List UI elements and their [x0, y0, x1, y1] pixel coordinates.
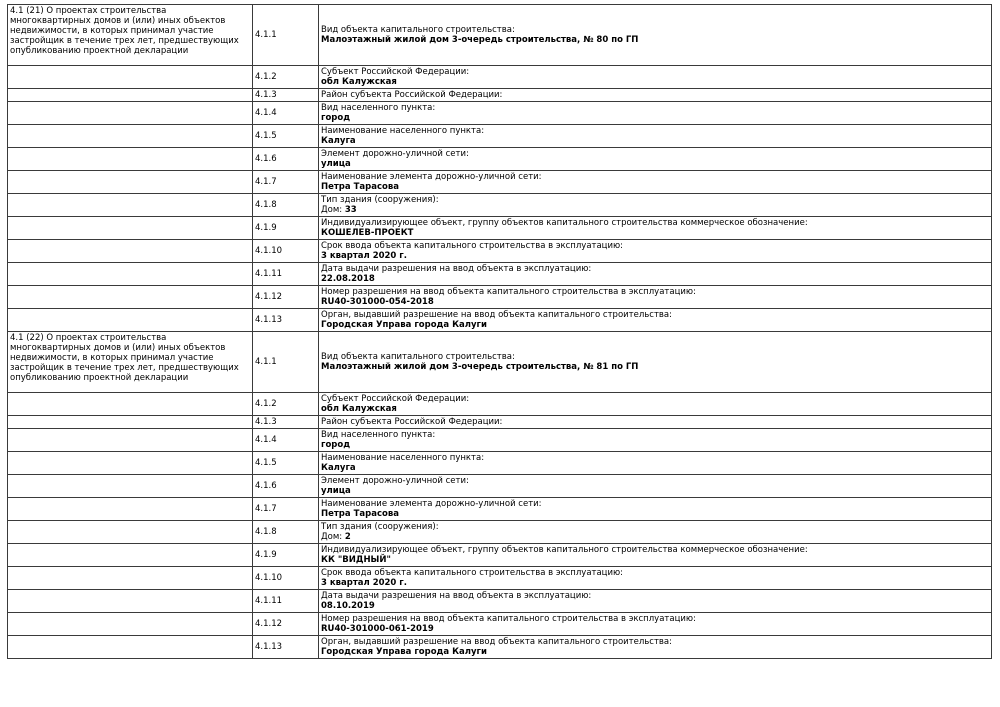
row-content — [319, 148, 991, 170]
row-content — [319, 217, 991, 239]
field-value: улица — [321, 486, 351, 496]
field-value: улица — [321, 159, 351, 169]
table-row — [8, 65, 991, 88]
row-content — [319, 590, 991, 612]
empty-description-cell — [8, 475, 253, 497]
empty-description-cell — [8, 89, 253, 101]
empty-description-cell — [8, 286, 253, 308]
empty-description-cell — [8, 590, 253, 612]
row-content — [319, 309, 991, 331]
section-title: 4.1 (22) О проектах строительства многоквартирных домов и (или) иных объектов недвижимости, в которых принимал участие застройщик в течение трех лет, предшествующих опубликованию проектной декларации — [8, 332, 253, 392]
table-row — [8, 543, 991, 566]
value-text: 33 — [344, 205, 357, 215]
row-content — [319, 416, 991, 428]
row-content — [319, 429, 991, 451]
row-content — [319, 66, 991, 88]
field-label: Тип здания (сооружения): — [321, 195, 439, 205]
row-content — [319, 613, 991, 635]
field-label: Район субъекта Российской Федерации: — [321, 417, 503, 427]
field-label: Наименование элемента дорожно-уличной сети: — [321, 499, 542, 509]
declaration-section — [8, 5, 991, 331]
value-prefix: Дом: — [321, 205, 345, 215]
row-code: 4.1.11 — [253, 590, 319, 612]
row-content — [319, 89, 991, 101]
field-label: Срок ввода объекта капитального строительства в эксплуатацию: — [321, 568, 624, 578]
field-value: Калуга — [321, 463, 356, 473]
table-row — [8, 285, 991, 308]
row-content — [319, 194, 991, 216]
field-label: Индивидуализирующее объект, группу объектов капитального строительства коммерческое обозначение: — [321, 218, 808, 228]
row-code: 4.1.5 — [253, 452, 319, 474]
table-row — [8, 392, 991, 415]
row-code: 4.1.8 — [253, 194, 319, 216]
field-label: Вид населенного пункта: — [321, 430, 436, 440]
field-label: Номер разрешения на ввод объекта капитального строительства в эксплуатацию: — [321, 614, 696, 624]
field-label: Наименование населенного пункта: — [321, 453, 485, 463]
row-code: 4.1.5 — [253, 125, 319, 147]
row-code: 4.1.10 — [253, 567, 319, 589]
row-code: 4.1.12 — [253, 613, 319, 635]
field-label: Элемент дорожно-уличной сети: — [321, 476, 469, 486]
row-content — [319, 452, 991, 474]
field-label: Вид населенного пункта: — [321, 103, 436, 113]
empty-description-cell — [8, 452, 253, 474]
row-code: 4.1.1 — [253, 5, 319, 65]
row-code: 4.1.9 — [253, 544, 319, 566]
table-row — [8, 451, 991, 474]
field-label: Субъект Российской Федерации: — [321, 394, 470, 404]
field-value: обл Калужская — [321, 77, 397, 87]
field-value: RU40-301000-054-2018 — [321, 297, 434, 307]
table-row — [8, 612, 991, 635]
field-value: город — [321, 113, 351, 123]
row-code: 4.1.4 — [253, 429, 319, 451]
field-value: 3 квартал 2020 г. — [321, 578, 407, 588]
row-code: 4.1.13 — [253, 636, 319, 658]
table-row — [8, 124, 991, 147]
table-row — [8, 428, 991, 451]
field-label: Дата выдачи разрешения на ввод объекта в эксплуатацию: — [321, 591, 592, 601]
value-prefix: Дом: — [321, 532, 345, 542]
empty-description-cell — [8, 309, 253, 331]
field-label: Наименование элемента дорожно-уличной сети: — [321, 172, 542, 182]
row-code: 4.1.6 — [253, 475, 319, 497]
field-value: 3 квартал 2020 г. — [321, 251, 407, 261]
row-content — [319, 475, 991, 497]
empty-description-cell — [8, 544, 253, 566]
row-code: 4.1.9 — [253, 217, 319, 239]
empty-description-cell — [8, 125, 253, 147]
table-row — [8, 170, 991, 193]
project-declaration-table — [7, 4, 992, 659]
field-value: Петра Тарасова — [321, 509, 399, 519]
row-code: 4.1.11 — [253, 263, 319, 285]
field-value: RU40-301000-061-2019 — [321, 624, 434, 634]
field-value: 22.08.2018 — [321, 274, 375, 284]
table-row — [8, 566, 991, 589]
empty-description-cell — [8, 240, 253, 262]
table-row — [8, 520, 991, 543]
field-value: 08.10.2019 — [321, 601, 375, 611]
row-code: 4.1.8 — [253, 521, 319, 543]
field-value: Калуга — [321, 136, 356, 146]
field-label: Индивидуализирующее объект, группу объектов капитального строительства коммерческое обозначение: — [321, 545, 808, 555]
row-code: 4.1.4 — [253, 102, 319, 124]
field-value: Городская Управа города Калуги — [321, 647, 487, 657]
empty-description-cell — [8, 194, 253, 216]
table-row — [8, 88, 991, 101]
declaration-section — [8, 331, 991, 658]
field-label: Элемент дорожно-уличной сети: — [321, 149, 469, 159]
row-code: 4.1.1 — [253, 332, 319, 392]
field-value: Городская Управа города Калуги — [321, 320, 487, 330]
table-row — [8, 147, 991, 170]
table-row — [8, 589, 991, 612]
field-label: Номер разрешения на ввод объекта капитального строительства в эксплуатацию: — [321, 287, 696, 297]
row-content — [319, 286, 991, 308]
row-code: 4.1.3 — [253, 89, 319, 101]
field-label: Район субъекта Российской Федерации: — [321, 90, 503, 100]
value-text: 2 — [344, 532, 351, 542]
row-content — [319, 332, 991, 392]
row-code: 4.1.12 — [253, 286, 319, 308]
row-content — [319, 125, 991, 147]
table-row — [8, 308, 991, 331]
field-label: Орган, выдавший разрешение на ввод объекта капитального строительства: — [321, 637, 673, 647]
field-value: город — [321, 440, 351, 450]
table-row — [8, 474, 991, 497]
empty-description-cell — [8, 148, 253, 170]
row-content — [319, 636, 991, 658]
row-content — [319, 521, 991, 543]
row-content — [319, 171, 991, 193]
empty-description-cell — [8, 498, 253, 520]
empty-description-cell — [8, 263, 253, 285]
row-content — [319, 544, 991, 566]
field-label: Срок ввода объекта капитального строительства в эксплуатацию: — [321, 241, 624, 251]
row-content — [319, 240, 991, 262]
table-row — [8, 216, 991, 239]
field-value: Петра Тарасова — [321, 182, 399, 192]
field-label: Вид объекта капитального строительства: — [321, 352, 515, 362]
section-title: 4.1 (21) О проектах строительства многоквартирных домов и (или) иных объектов недвижимости, в которых принимал участие застройщик в течение трех лет, предшествующих опубликованию проектной декларации — [8, 5, 253, 65]
field-label: Наименование населенного пункта: — [321, 126, 485, 136]
field-label: Вид объекта капитального строительства: — [321, 25, 515, 35]
table-row — [8, 5, 991, 65]
field-value: КОШЕЛЕВ-ПРОЕКТ — [321, 228, 414, 238]
row-code: 4.1.7 — [253, 498, 319, 520]
empty-description-cell — [8, 521, 253, 543]
field-value: КК "ВИДНЫЙ" — [321, 555, 391, 565]
field-label: Субъект Российской Федерации: — [321, 67, 470, 77]
field-value — [321, 532, 988, 542]
empty-description-cell — [8, 416, 253, 428]
table-row — [8, 262, 991, 285]
table-row — [8, 239, 991, 262]
empty-description-cell — [8, 393, 253, 415]
row-content — [319, 567, 991, 589]
table-row — [8, 497, 991, 520]
row-content — [319, 498, 991, 520]
table-row — [8, 415, 991, 428]
field-label: Дата выдачи разрешения на ввод объекта в эксплуатацию: — [321, 264, 592, 274]
field-label: Орган, выдавший разрешение на ввод объекта капитального строительства: — [321, 310, 673, 320]
empty-description-cell — [8, 567, 253, 589]
table-row — [8, 101, 991, 124]
row-code: 4.1.13 — [253, 309, 319, 331]
field-value: Малоэтажный жилой дом 3-очередь строительства, № 81 по ГП — [321, 362, 639, 372]
row-content — [319, 5, 991, 65]
empty-description-cell — [8, 429, 253, 451]
row-code: 4.1.10 — [253, 240, 319, 262]
row-code: 4.1.7 — [253, 171, 319, 193]
table-row — [8, 635, 991, 658]
row-content — [319, 263, 991, 285]
row-code: 4.1.2 — [253, 66, 319, 88]
row-content — [319, 393, 991, 415]
empty-description-cell — [8, 66, 253, 88]
table-row — [8, 332, 991, 392]
empty-description-cell — [8, 613, 253, 635]
empty-description-cell — [8, 217, 253, 239]
row-code: 4.1.2 — [253, 393, 319, 415]
empty-description-cell — [8, 171, 253, 193]
field-label: Тип здания (сооружения): — [321, 522, 439, 532]
empty-description-cell — [8, 636, 253, 658]
row-code: 4.1.6 — [253, 148, 319, 170]
row-content — [319, 102, 991, 124]
field-value: Малоэтажный жилой дом 3-очередь строительства, № 80 по ГП — [321, 35, 639, 45]
table-row — [8, 193, 991, 216]
row-code: 4.1.3 — [253, 416, 319, 428]
empty-description-cell — [8, 102, 253, 124]
field-value: обл Калужская — [321, 404, 397, 414]
field-value — [321, 205, 988, 215]
